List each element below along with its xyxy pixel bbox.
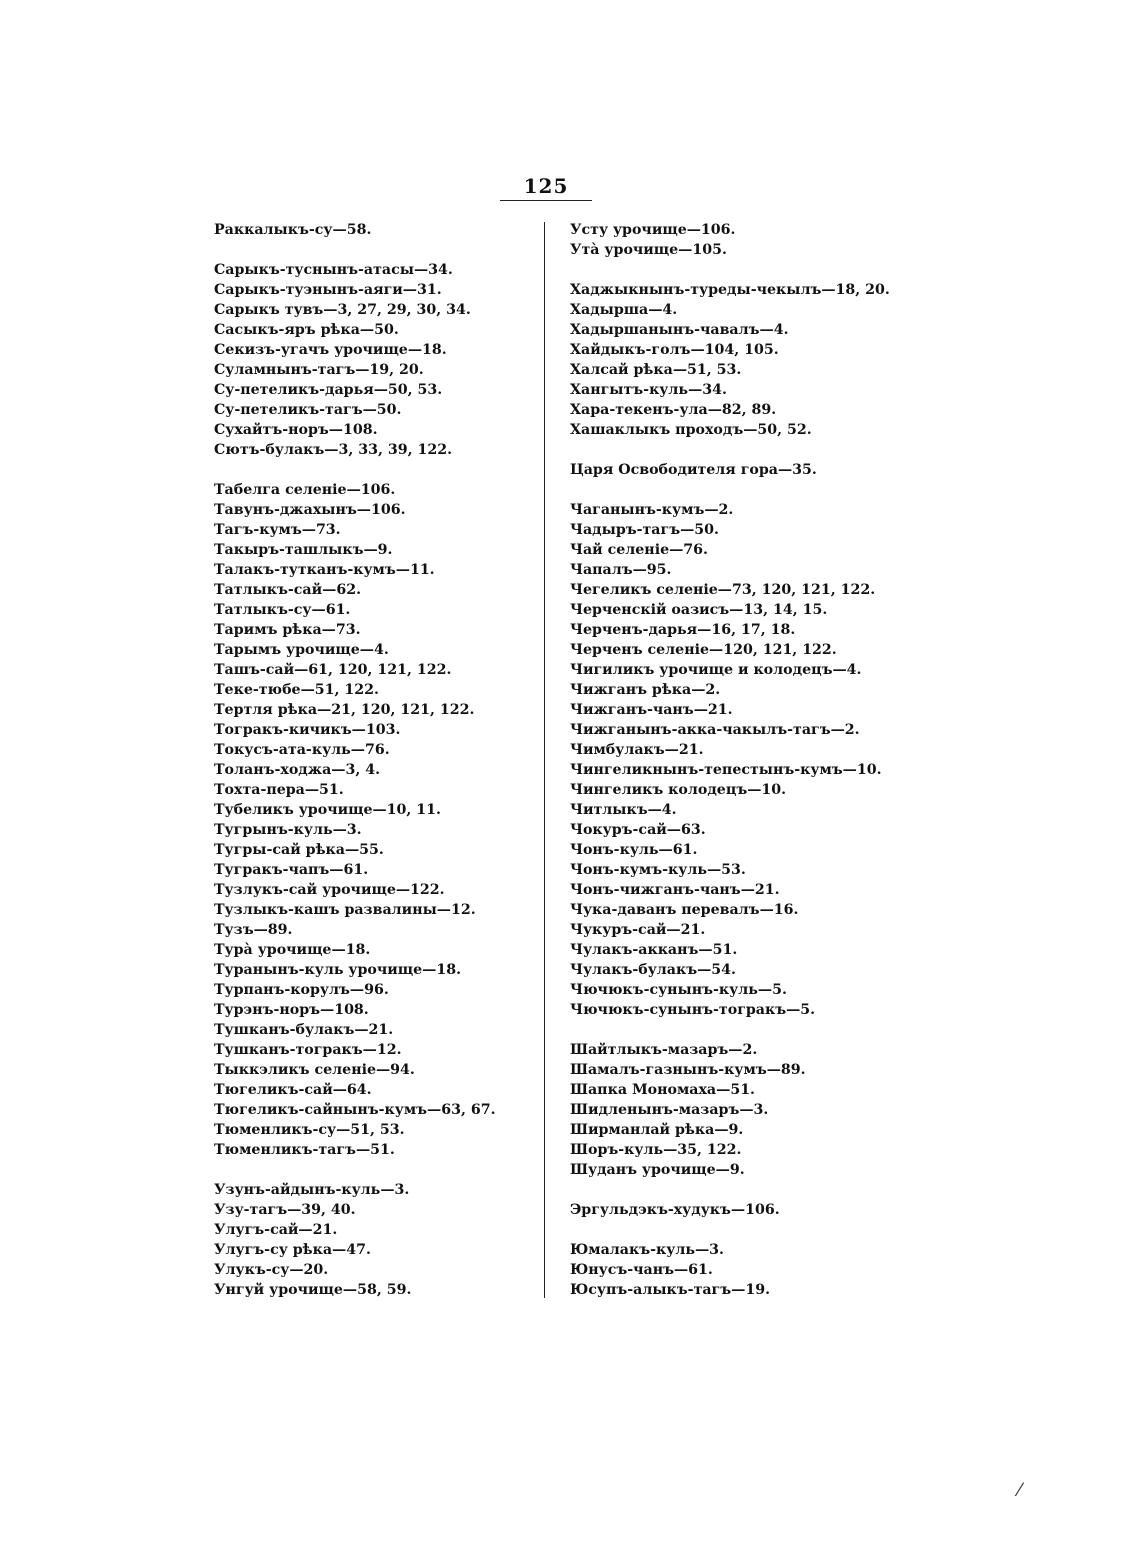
index-entry: Тавунъ-джахынъ—106. bbox=[214, 502, 406, 518]
index-entry: Сютъ-булакъ—3, 33, 39, 122. bbox=[214, 442, 453, 458]
index-entry: Унгуй урочище—58, 59. bbox=[214, 1282, 412, 1298]
stray-pen-mark: ⁄ bbox=[1018, 1480, 1022, 1501]
index-letter-group bbox=[570, 500, 1010, 1020]
index-entry: Тохта-пера—51. bbox=[214, 782, 344, 798]
index-entry: Шамалъ-газнынъ-кумъ—89. bbox=[570, 1062, 806, 1078]
index-letter-group bbox=[570, 1040, 1010, 1180]
index-entry: Турэнъ-норъ—108. bbox=[214, 1002, 369, 1018]
index-entry: Чигиликъ урочище и колодецъ—4. bbox=[570, 662, 862, 678]
index-entry: Турà урочище—18. bbox=[214, 942, 371, 958]
index-entry: Халсай рѣка—51, 53. bbox=[570, 362, 742, 378]
index-entry: Чижганынъ-акка-чакылъ-тагъ—2. bbox=[570, 722, 860, 738]
page-number-rule bbox=[500, 200, 592, 201]
index-entry: Толанъ-ходжа—3, 4. bbox=[214, 762, 381, 778]
index-entry: Хайдыкъ-голъ—104, 105. bbox=[570, 342, 779, 358]
index-letter-group bbox=[570, 460, 1010, 480]
index-entry: Тугракъ-чапъ—61. bbox=[214, 862, 369, 878]
page-number: 125 bbox=[523, 174, 569, 198]
index-entry: Раккалыкъ-су—58. bbox=[214, 222, 372, 238]
index-letter-group bbox=[570, 220, 1010, 260]
index-entry: Чонъ-куль—61. bbox=[570, 842, 698, 858]
index-entry: Усту урочище—106. bbox=[570, 222, 736, 238]
index-entry: Хадырша—4. bbox=[570, 302, 678, 318]
index-letter-group bbox=[214, 480, 532, 1160]
index-entry: Сарыкъ тувъ—3, 27, 29, 30, 34. bbox=[214, 302, 471, 318]
index-entry: Чонъ-кумъ-куль—53. bbox=[570, 862, 746, 878]
index-entry: Шапка Мономаха—51. bbox=[570, 1082, 755, 1098]
index-entry: Чингеликъ колодецъ—10. bbox=[570, 782, 787, 798]
index-entry: Тубеликъ урочище—10, 11. bbox=[214, 802, 441, 818]
index-entry: Утà урочище—105. bbox=[570, 242, 727, 258]
index-entry: Тузъ—89. bbox=[214, 922, 293, 938]
index-entry: Тертля рѣка—21, 120, 121, 122. bbox=[214, 702, 475, 718]
index-entry: Талакъ-тутканъ-кумъ—11. bbox=[214, 562, 435, 578]
index-entry: Таримъ рѣка—73. bbox=[214, 622, 361, 638]
index-entry: Суламнынъ-тагъ—19, 20. bbox=[214, 362, 424, 378]
index-entry: Хангытъ-куль—34. bbox=[570, 382, 727, 398]
index-letter-group bbox=[214, 260, 532, 460]
index-column-left bbox=[214, 220, 532, 1320]
index-entry: Чонъ-чижганъ-чанъ—21. bbox=[570, 882, 780, 898]
index-entry: Шидленынъ-мазаръ—3. bbox=[570, 1102, 769, 1118]
index-entry: Чадыръ-тагъ—50. bbox=[570, 522, 719, 538]
index-letter-group bbox=[214, 1180, 532, 1300]
index-entry: Узунъ-айдынъ-куль—3. bbox=[214, 1182, 410, 1198]
index-entry: Чукуръ-сай—21. bbox=[570, 922, 706, 938]
index-entry: Токусъ-ата-куль—76. bbox=[214, 742, 390, 758]
index-entry: Чука-даванъ перевалъ—16. bbox=[570, 902, 799, 918]
index-entry: Су-петеликъ-тагъ—50. bbox=[214, 402, 402, 418]
index-entry: Тугры-сай рѣка—55. bbox=[214, 842, 384, 858]
index-entry: Хара-текенъ-ула—82, 89. bbox=[570, 402, 777, 418]
index-entry: Тюгеликъ-сайнынъ-кумъ—63, 67. bbox=[214, 1102, 496, 1118]
index-entry: Туранынъ-куль урочище—18. bbox=[214, 962, 462, 978]
index-entry: Черченъ селеніе—120, 121, 122. bbox=[570, 642, 837, 658]
index-entry: Тогракъ-кичикъ—103. bbox=[214, 722, 401, 738]
index-entry: Тузлукъ-сай урочище—122. bbox=[214, 882, 445, 898]
index-entry: Сасыкъ-яръ рѣка—50. bbox=[214, 322, 399, 338]
index-entry: Сухайтъ-норъ—108. bbox=[214, 422, 378, 438]
index-entry: Татлыкъ-сай—62. bbox=[214, 582, 362, 598]
index-entry: Чокуръ-сай—63. bbox=[570, 822, 706, 838]
index-column-right bbox=[570, 220, 1010, 1320]
index-entry: Юнусъ-чанъ—61. bbox=[570, 1262, 713, 1278]
index-entry: Су-петеликъ-дарья—50, 53. bbox=[214, 382, 443, 398]
index-entry: Табелга селеніе—106. bbox=[214, 482, 396, 498]
index-entry: Чаганынъ-кумъ—2. bbox=[570, 502, 734, 518]
index-entry: Чапалъ—95. bbox=[570, 562, 672, 578]
index-entry: Улугъ-сай—21. bbox=[214, 1222, 338, 1238]
index-entry: Тюменликъ-тагъ—51. bbox=[214, 1142, 395, 1158]
index-entry: Сарыкъ-туэнынъ-аяги—31. bbox=[214, 282, 442, 298]
index-entry: Чегеликъ селеніе—73, 120, 121, 122. bbox=[570, 582, 876, 598]
index-entry: Тюменликъ-су—51, 53. bbox=[214, 1122, 405, 1138]
index-entry: Татлыкъ-су—61. bbox=[214, 602, 351, 618]
index-entry: Юсупъ-алыкъ-тагъ—19. bbox=[570, 1282, 771, 1298]
index-letter-group bbox=[214, 220, 532, 240]
index-entry: Сарыкъ-туснынъ-атасы—34. bbox=[214, 262, 453, 278]
index-entry: Эргульдэкъ-худукъ—106. bbox=[570, 1202, 780, 1218]
index-entry: Тузлыкъ-кашъ развалины—12. bbox=[214, 902, 476, 918]
index-entry: Тюгеликъ-сай—64. bbox=[214, 1082, 372, 1098]
index-letter-group bbox=[570, 1200, 1010, 1220]
index-entry: Улукъ-су—20. bbox=[214, 1262, 329, 1278]
index-letter-group bbox=[570, 280, 1010, 440]
index-entry: Ширманлай рѣка—9. bbox=[570, 1122, 744, 1138]
index-entry: Турпанъ-корулъ—96. bbox=[214, 982, 389, 998]
index-entry: Читлыкъ—4. bbox=[570, 802, 677, 818]
index-entry: Тугрынъ-куль—3. bbox=[214, 822, 362, 838]
column-divider bbox=[544, 222, 545, 1298]
index-letter-group bbox=[570, 1240, 1010, 1300]
index-entry: Улугъ-су рѣка—47. bbox=[214, 1242, 371, 1258]
index-entry: Чингеликнынъ-тепестынъ-кумъ—10. bbox=[570, 762, 882, 778]
index-entry: Шоръ-куль—35, 122. bbox=[570, 1142, 742, 1158]
index-entry: Царя Освободителя гора—35. bbox=[570, 462, 817, 478]
index-entry: Тушканъ-тогракъ—12. bbox=[214, 1042, 402, 1058]
index-entry: Чимбулакъ—21. bbox=[570, 742, 704, 758]
index-entry: Тагъ-кумъ—73. bbox=[214, 522, 341, 538]
index-entry: Хашаклыкъ проходъ—50, 52. bbox=[570, 422, 812, 438]
index-entry: Чючюкъ-сунынъ-тогракъ—5. bbox=[570, 1002, 816, 1018]
index-entry: Хаджыкнынъ-туреды-чекылъ—18, 20. bbox=[570, 282, 890, 298]
index-entry: Черченскій оазисъ—13, 14, 15. bbox=[570, 602, 828, 618]
index-entry: Тарымъ урочище—4. bbox=[214, 642, 389, 658]
index-entry: Теке-тюбе—51, 122. bbox=[214, 682, 379, 698]
index-entry: Шуданъ урочище—9. bbox=[570, 1162, 745, 1178]
index-entry: Хадыршанынъ-чавалъ—4. bbox=[570, 322, 789, 338]
index-entry: Шайтлыкъ-мазаръ—2. bbox=[570, 1042, 758, 1058]
index-entry: Черченъ-дарья—16, 17, 18. bbox=[570, 622, 796, 638]
index-entry: Такыръ-ташлыкъ—9. bbox=[214, 542, 393, 558]
index-entry: Секизъ-угачъ урочище—18. bbox=[214, 342, 447, 358]
index-entry: Чючюкъ-сунынъ-куль—5. bbox=[570, 982, 787, 998]
index-entry: Чулакъ-булакъ—54. bbox=[570, 962, 736, 978]
index-entry: Чижганъ рѣка—2. bbox=[570, 682, 721, 698]
index-entry: Ташъ-сай—61, 120, 121, 122. bbox=[214, 662, 452, 678]
index-entry: Чай селеніе—76. bbox=[570, 542, 708, 558]
index-entry: Чулакъ-акканъ—51. bbox=[570, 942, 738, 958]
index-entry: Тушканъ-булакъ—21. bbox=[214, 1022, 394, 1038]
index-entry: Тыккэликъ селеніе—94. bbox=[214, 1062, 415, 1078]
index-entry: Узу-тагъ—39, 40. bbox=[214, 1202, 356, 1218]
index-entry: Юмалакъ-куль—3. bbox=[570, 1242, 724, 1258]
index-entry: Чижганъ-чанъ—21. bbox=[570, 702, 733, 718]
